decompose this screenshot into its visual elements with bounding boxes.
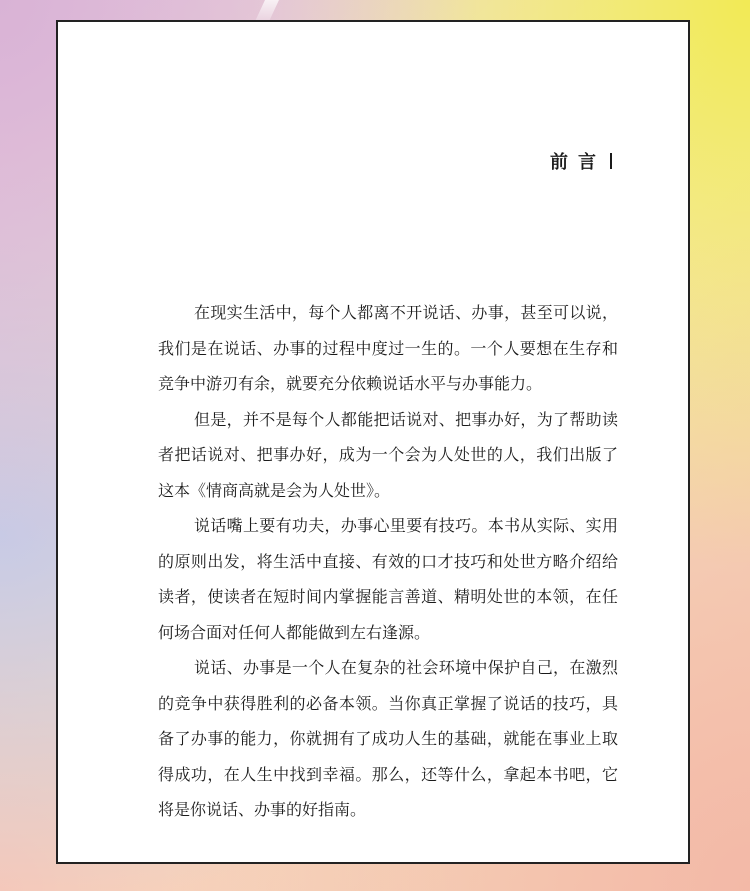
text-line: 何场合面对任何人都能做到左右逢源。 [158, 622, 431, 642]
heading-text: 前言 [550, 152, 606, 173]
heading-bar [610, 153, 612, 169]
text-line: 在现实生活中，每个人都离不开说话、办事，甚至可以说， [194, 303, 618, 322]
text-line: 备了办事的能力，你就拥有了成功人生的基础，就能在事业上取 [158, 729, 618, 748]
text-line: 读者，使读者在短时间内掌握能言善道、精明处世的本领，在任 [158, 587, 618, 606]
page-heading [550, 148, 612, 174]
text-line: 竞争中游刃有余，就要充分依赖说话水平与办事能力。 [158, 374, 543, 393]
text-line: 者把话说对、把事办好，成为一个会为人处世的人，我们出版了 [158, 445, 618, 464]
text-line: 说话嘴上要有功夫，办事心里要有技巧。本书从实际、实用 [194, 516, 618, 535]
text-line: 得成功，在人生中找到幸福。那么，还等什么，拿起本书吧，它 [158, 764, 618, 784]
paragraph-4 [158, 650, 618, 828]
text-line: 的竞争中获得胜利的必备本领。当你真正掌握了说话的技巧，具 [158, 693, 618, 713]
preface-page [56, 20, 690, 864]
preface-body [158, 295, 618, 828]
text-line: 这本《情商高就是会为人处世》。 [158, 480, 391, 500]
paragraph-1 [158, 295, 618, 402]
text-line: 将是你说话、办事的好指南。 [158, 800, 367, 819]
text-line: 说话、办事是一个人在复杂的社会环境中保护自己，在激烈 [194, 658, 618, 677]
text-line: 的原则出发，将生活中直接、有效的口才技巧和处世方略介绍给 [158, 551, 618, 571]
paragraph-3 [158, 508, 618, 650]
text-line: 我们是在说话、办事的过程中度过一生的。一个人要想在生存和 [158, 338, 618, 358]
paragraph-2 [158, 402, 618, 509]
text-line: 但是，并不是每个人都能把话说对、把事办好，为了帮助读 [194, 409, 618, 429]
